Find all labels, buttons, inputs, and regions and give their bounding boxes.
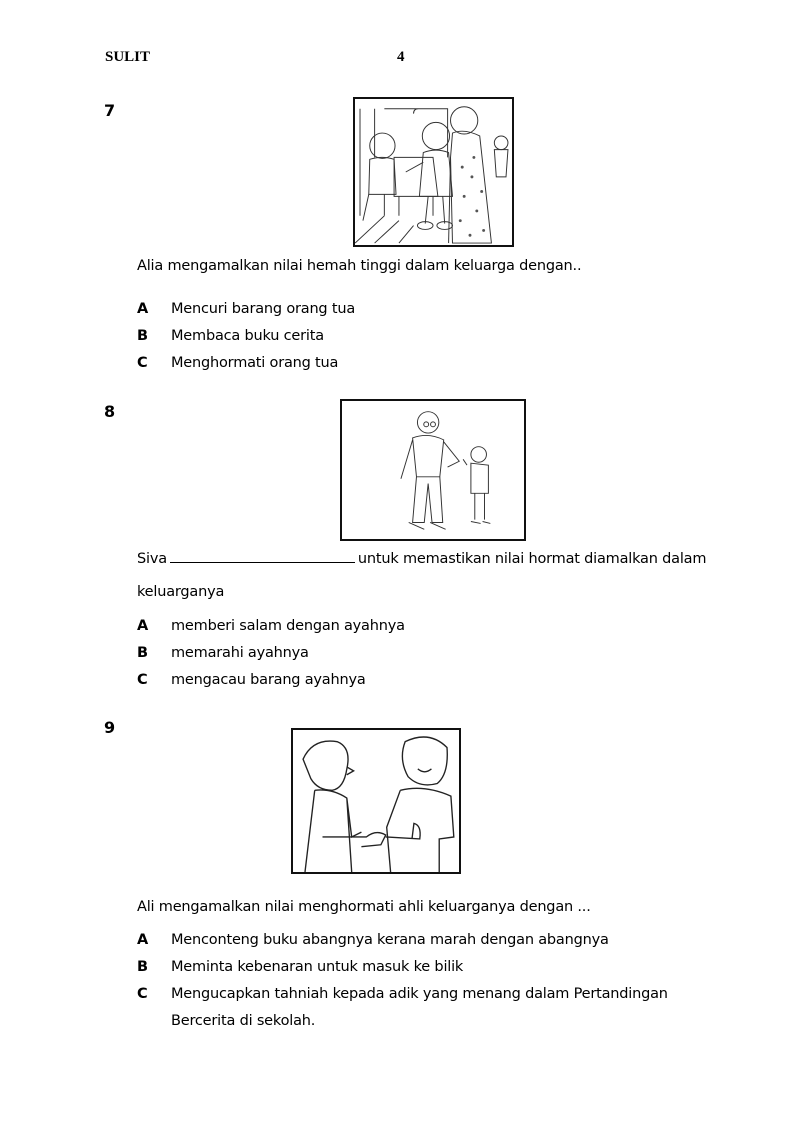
option-letter: A [137,932,149,948]
question-9-stem: Ali mengamalkan nilai menghormati ahli keluarganya dengan ... [137,899,591,915]
option-text: Mencuri barang orang tua [171,301,356,317]
option-text: Membaca buku cerita [171,328,324,344]
header-page-number: 4 [397,49,405,65]
option-text: memarahi ayahnya [171,645,309,661]
boys-shaking-hands-illustration [293,730,459,872]
option-letter: B [137,645,148,661]
answer-blank [170,550,355,563]
option-text: Meminta kebenaran untuk masuk ke bilik [171,959,464,975]
question-7-number: 7 [104,101,116,120]
question-9-number: 9 [104,718,116,737]
header-classification: SULIT [105,49,151,65]
question-8-illustration [340,399,526,541]
option-text: Menconteng buku abangnya kerana marah dengan abangnya [171,932,609,948]
option-text-continued: Bercerita di sekolah. [171,1013,316,1029]
option-letter: B [137,959,148,975]
option-text: memberi salam dengan ayahnya [171,618,405,634]
option-letter: A [137,618,149,634]
option-text: Mengucapkan tahniah kepada adik yang menang dalam Pertandingan [171,986,668,1002]
question-9-illustration [291,728,461,874]
option-letter: C [137,355,148,371]
option-letter: C [137,986,148,1002]
option-letter: C [137,672,148,688]
girl-helping-grandmother-illustration [355,99,512,245]
question-8-stem [137,550,706,567]
option-letter: B [137,328,148,344]
option-letter: A [137,301,149,317]
question-8-stem-start: Siva [137,551,167,567]
question-8-number: 8 [104,402,116,421]
option-text: Menghormati orang tua [171,355,339,371]
question-7-stem: Alia mengamalkan nilai hemah tinggi dalam keluarga dengan.. [137,258,582,274]
question-8-stem-line2: keluarganya [137,584,225,600]
boy-greeting-father-illustration [342,401,524,539]
question-7-illustration [353,97,514,247]
option-text: mengacau barang ayahnya [171,672,366,688]
question-8-stem-end: untuk memastikan nilai hormat diamalkan dalam [357,551,707,567]
